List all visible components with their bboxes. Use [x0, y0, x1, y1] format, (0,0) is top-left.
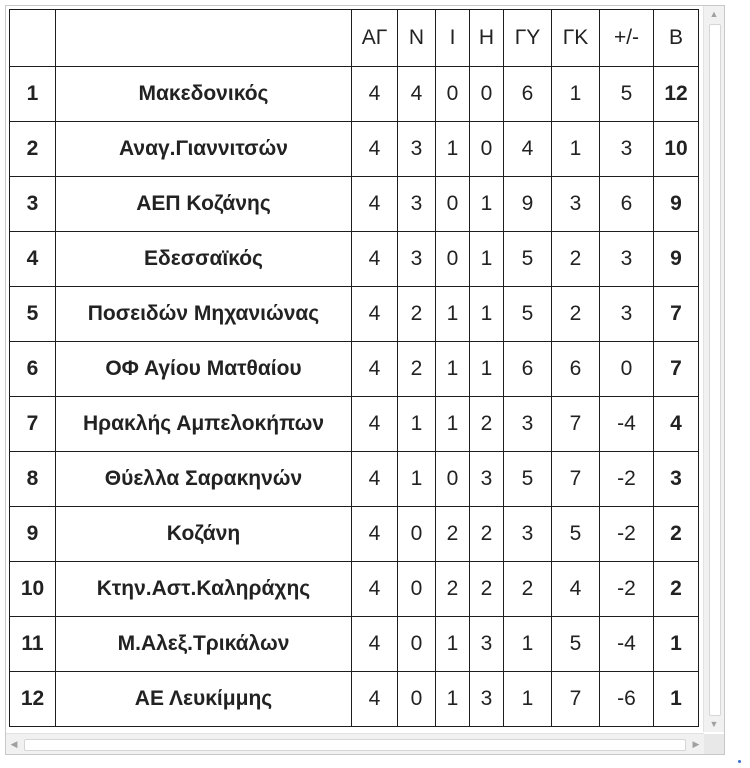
cell-losses: 2 — [470, 562, 504, 617]
header-goal-difference: +/- — [600, 10, 654, 67]
cell-goal-difference: 3 — [600, 287, 654, 342]
cell-draws: 0 — [436, 67, 470, 122]
cell-goal-difference: 0 — [600, 342, 654, 397]
cell-rank: 11 — [10, 617, 56, 672]
cell-team: ΑΕ Λευκίμμης — [56, 672, 352, 727]
cell-losses: 2 — [470, 397, 504, 452]
cell-rank: 2 — [10, 122, 56, 177]
table-row — [10, 452, 699, 507]
horizontal-scrollbar[interactable] — [6, 733, 704, 754]
cell-goal-difference: -2 — [600, 507, 654, 562]
cell-losses: 1 — [470, 342, 504, 397]
scroll-left-icon[interactable]: ◀ — [10, 738, 18, 749]
header-rank — [10, 10, 56, 67]
cell-losses: 3 — [470, 617, 504, 672]
header-losses: Η — [470, 10, 504, 67]
cell-draws: 1 — [436, 672, 470, 727]
cell-draws: 1 — [436, 287, 470, 342]
cell-team: Θύελλα Σαρακηνών — [56, 452, 352, 507]
page-dot — [738, 760, 741, 763]
cell-played: 4 — [352, 507, 398, 562]
cell-goals-against: 1 — [552, 67, 600, 122]
cell-goals-for: 1 — [504, 672, 552, 727]
cell-played: 4 — [352, 617, 398, 672]
cell-goals-against: 5 — [552, 617, 600, 672]
cell-points: 12 — [654, 67, 699, 122]
cell-played: 4 — [352, 232, 398, 287]
cell-played: 4 — [352, 177, 398, 232]
cell-goal-difference: 5 — [600, 67, 654, 122]
cell-team: Αναγ.Γιαννιτσών — [56, 122, 352, 177]
cell-goal-difference: -2 — [600, 452, 654, 507]
cell-goals-for: 1 — [504, 617, 552, 672]
cell-goal-difference: 3 — [600, 232, 654, 287]
table-row — [10, 67, 699, 122]
cell-team: Ποσειδών Μηχανιώνας — [56, 287, 352, 342]
cell-goals-for: 3 — [504, 397, 552, 452]
cell-goal-difference: -2 — [600, 562, 654, 617]
header-wins: Ν — [398, 10, 436, 67]
cell-goals-for: 3 — [504, 507, 552, 562]
cell-wins: 3 — [398, 122, 436, 177]
cell-points: 9 — [654, 177, 699, 232]
header-goals-against: ΓΚ — [552, 10, 600, 67]
cell-wins: 3 — [398, 232, 436, 287]
cell-points: 1 — [654, 672, 699, 727]
cell-draws: 1 — [436, 342, 470, 397]
cell-team: Μ.Αλεξ.Τρικάλων — [56, 617, 352, 672]
cell-losses: 1 — [470, 287, 504, 342]
cell-goals-against: 5 — [552, 507, 600, 562]
cell-played: 4 — [352, 672, 398, 727]
cell-wins: 3 — [398, 177, 436, 232]
cell-played: 4 — [352, 342, 398, 397]
cell-draws: 0 — [436, 232, 470, 287]
cell-goals-for: 5 — [504, 232, 552, 287]
cell-losses: 2 — [470, 507, 504, 562]
cell-losses: 3 — [470, 672, 504, 727]
cell-wins: 1 — [398, 397, 436, 452]
cell-wins: 0 — [398, 562, 436, 617]
cell-rank: 6 — [10, 342, 56, 397]
cell-rank: 10 — [10, 562, 56, 617]
cell-wins: 2 — [398, 287, 436, 342]
cell-goals-against: 2 — [552, 287, 600, 342]
table-header-row — [10, 10, 699, 67]
cell-goal-difference: -6 — [600, 672, 654, 727]
table-row — [10, 617, 699, 672]
cell-goals-for: 4 — [504, 122, 552, 177]
cell-team: ΑΕΠ Κοζάνης — [56, 177, 352, 232]
cell-draws: 1 — [436, 617, 470, 672]
header-goals-for: ΓΥ — [504, 10, 552, 67]
cell-points: 7 — [654, 287, 699, 342]
cell-rank: 12 — [10, 672, 56, 727]
cell-points: 2 — [654, 562, 699, 617]
cell-draws: 2 — [436, 562, 470, 617]
scrollbar-corner — [704, 734, 724, 754]
table-row — [10, 397, 699, 452]
cell-wins: 0 — [398, 617, 436, 672]
cell-played: 4 — [352, 562, 398, 617]
cell-goals-against: 3 — [552, 177, 600, 232]
cell-team: Κοζάνη — [56, 507, 352, 562]
cell-rank: 7 — [10, 397, 56, 452]
cell-rank: 5 — [10, 287, 56, 342]
cell-team: Ηρακλής Αμπελοκήπων — [56, 397, 352, 452]
cell-goals-for: 9 — [504, 177, 552, 232]
cell-points: 2 — [654, 507, 699, 562]
cell-goals-for: 5 — [504, 452, 552, 507]
standings-table — [9, 9, 699, 727]
cell-draws: 0 — [436, 452, 470, 507]
header-points: Β — [654, 10, 699, 67]
table-row — [10, 232, 699, 287]
cell-goal-difference: 6 — [600, 177, 654, 232]
cell-rank: 4 — [10, 232, 56, 287]
cell-rank: 3 — [10, 177, 56, 232]
cell-played: 4 — [352, 122, 398, 177]
cell-team: Εδεσσαϊκός — [56, 232, 352, 287]
header-played: ΑΓ — [352, 10, 398, 67]
table-row — [10, 287, 699, 342]
cell-points: 4 — [654, 397, 699, 452]
cell-draws: 1 — [436, 397, 470, 452]
header-team — [56, 10, 352, 67]
cell-played: 4 — [352, 287, 398, 342]
table-row — [10, 122, 699, 177]
cell-goals-for: 2 — [504, 562, 552, 617]
cell-points: 7 — [654, 342, 699, 397]
cell-losses: 0 — [470, 67, 504, 122]
cell-points: 10 — [654, 122, 699, 177]
cell-goals-for: 6 — [504, 67, 552, 122]
vertical-scrollbar[interactable] — [703, 6, 724, 732]
cell-goals-against: 7 — [552, 397, 600, 452]
cell-goals-against: 4 — [552, 562, 600, 617]
cell-goal-difference: -4 — [600, 397, 654, 452]
cell-wins: 0 — [398, 672, 436, 727]
cell-team: ΟΦ Αγίου Ματθαίου — [56, 342, 352, 397]
cell-losses: 1 — [470, 232, 504, 287]
cell-rank: 9 — [10, 507, 56, 562]
scroll-up-icon[interactable]: ▲ — [709, 9, 719, 19]
scroll-right-icon[interactable]: ▶ — [692, 738, 700, 749]
cell-goals-against: 1 — [552, 122, 600, 177]
cell-draws: 1 — [436, 122, 470, 177]
table-row — [10, 507, 699, 562]
cell-played: 4 — [352, 452, 398, 507]
cell-team: Μακεδονικός — [56, 67, 352, 122]
table-row — [10, 672, 699, 727]
cell-wins: 2 — [398, 342, 436, 397]
cell-draws: 2 — [436, 507, 470, 562]
cell-losses: 1 — [470, 177, 504, 232]
cell-points: 3 — [654, 452, 699, 507]
cell-goals-for: 5 — [504, 287, 552, 342]
cell-played: 4 — [352, 67, 398, 122]
cell-team: Κτην.Αστ.Καληράχης — [56, 562, 352, 617]
standings-table-container — [5, 5, 725, 755]
cell-wins: 4 — [398, 67, 436, 122]
cell-goals-against: 6 — [552, 342, 600, 397]
cell-losses: 3 — [470, 452, 504, 507]
cell-goal-difference: 3 — [600, 122, 654, 177]
cell-rank: 8 — [10, 452, 56, 507]
table-row — [10, 342, 699, 397]
cell-losses: 0 — [470, 122, 504, 177]
cell-goals-for: 6 — [504, 342, 552, 397]
horizontal-scroll-thumb[interactable] — [24, 739, 686, 751]
cell-draws: 0 — [436, 177, 470, 232]
table-row — [10, 562, 699, 617]
cell-goals-against: 7 — [552, 672, 600, 727]
cell-wins: 1 — [398, 452, 436, 507]
cell-points: 1 — [654, 617, 699, 672]
cell-points: 9 — [654, 232, 699, 287]
cell-goal-difference: -4 — [600, 617, 654, 672]
cell-goals-against: 7 — [552, 452, 600, 507]
cell-wins: 0 — [398, 507, 436, 562]
scroll-down-icon[interactable]: ▼ — [709, 719, 719, 729]
table-row — [10, 177, 699, 232]
cell-rank: 1 — [10, 67, 56, 122]
cell-goals-against: 2 — [552, 232, 600, 287]
vertical-scroll-thumb[interactable] — [709, 24, 721, 716]
header-draws: Ι — [436, 10, 470, 67]
cell-played: 4 — [352, 397, 398, 452]
